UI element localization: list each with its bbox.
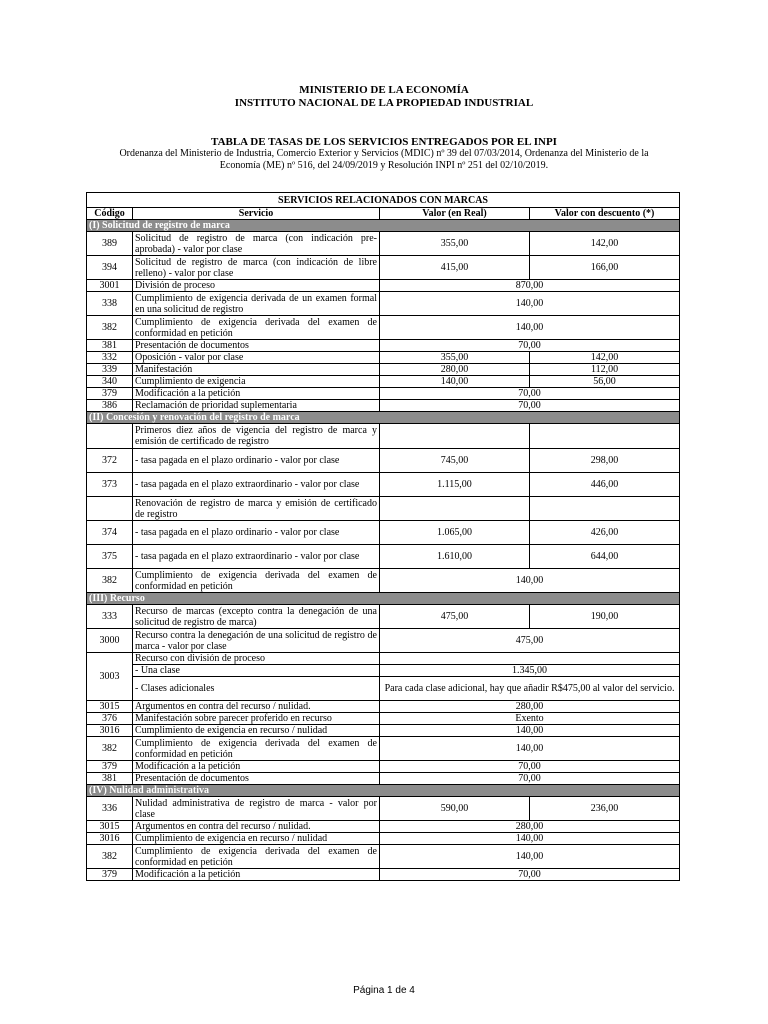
table-row — [87, 256, 680, 280]
service-cell: Cumplimiento de exigencia — [133, 376, 380, 388]
code-cell: 3015 — [87, 701, 133, 713]
value-cell: 1.065,00 — [380, 521, 530, 545]
discount-value-cell: 190,00 — [530, 605, 680, 629]
value-cell: 280,00 — [380, 364, 530, 376]
discount-value-cell: 236,00 — [530, 797, 680, 821]
discount-value-cell: 644,00 — [530, 545, 680, 569]
table-row — [87, 449, 680, 473]
merged-value-cell: 1.345,00 — [380, 665, 680, 677]
service-cell: Nulidad administrativa de registro de marca - valor por clase — [133, 797, 380, 821]
service-cell: Presentación de documentos — [133, 773, 380, 785]
code-cell: 381 — [87, 340, 133, 352]
discount-value-cell: 112,00 — [530, 364, 680, 376]
service-cell: Manifestación sobre parecer proferido en recurso — [133, 713, 380, 725]
value-cell — [380, 424, 530, 449]
table-row — [87, 797, 680, 821]
table-row — [87, 280, 680, 292]
value-cell: 355,00 — [380, 352, 530, 364]
discount-value-cell — [530, 424, 680, 449]
table-row — [87, 701, 680, 713]
service-cell: - tasa pagada en el plazo extraordinario - valor por clase — [133, 545, 380, 569]
service-cell: - tasa pagada en el plazo extraordinario - valor por clase — [133, 473, 380, 497]
service-cell: - Una clase — [133, 665, 380, 677]
table-row — [87, 713, 680, 725]
code-cell: 375 — [87, 545, 133, 569]
code-cell: 376 — [87, 713, 133, 725]
table-row — [87, 364, 680, 376]
service-cell: - tasa pagada en el plazo ordinario - valor por clase — [133, 521, 380, 545]
merged-value-cell: 70,00 — [380, 773, 680, 785]
service-cell: Recurso con división de proceso — [133, 653, 380, 665]
code-cell: 394 — [87, 256, 133, 280]
code-cell: 3016 — [87, 725, 133, 737]
service-cell: Recurso de marcas (excepto contra la denegación de una solicitud de registro de marca) — [133, 605, 380, 629]
table-row — [87, 605, 680, 629]
table-row — [87, 569, 680, 593]
document-title: TABLA DE TASAS DE LOS SERVICIOS ENTREGADOS POR EL INPI — [211, 136, 557, 148]
section-row — [87, 412, 680, 424]
value-cell: 415,00 — [380, 256, 530, 280]
merged-value-cell: 475,00 — [380, 629, 680, 653]
value-cell: 1.115,00 — [380, 473, 530, 497]
table-row — [87, 545, 680, 569]
service-cell: - tasa pagada en el plazo ordinario - valor por clase — [133, 449, 380, 473]
merged-value-cell: 140,00 — [380, 845, 680, 869]
section-row — [87, 593, 680, 605]
service-cell: Solicitud de registro de marca (con indicación pre-aprobada) - valor por clase — [133, 232, 380, 256]
table-row — [87, 497, 680, 521]
table-row — [87, 677, 680, 701]
document-header — [0, 84, 768, 110]
code-cell: 382 — [87, 316, 133, 340]
service-cell: Recurso contra la denegación de una solicitud de registro de marca - valor por clase — [133, 629, 380, 653]
section-label: (IV) Nulidad administrativa — [87, 785, 680, 797]
code-cell: 389 — [87, 232, 133, 256]
value-cell: 1.610,00 — [380, 545, 530, 569]
merged-value-cell: 280,00 — [380, 821, 680, 833]
merged-value-cell: 70,00 — [380, 400, 680, 412]
service-cell: Primeros diez años de vigencia del registro de marca y emisión de certificado de registro — [133, 424, 380, 449]
service-cell: Cumplimiento de exigencia en recurso / nulidad — [133, 833, 380, 845]
code-cell: 382 — [87, 845, 133, 869]
code-cell: 372 — [87, 449, 133, 473]
service-cell: Oposición - valor por clase — [133, 352, 380, 364]
service-cell: Manifestación — [133, 364, 380, 376]
merged-value-cell: 280,00 — [380, 701, 680, 713]
merged-value-cell: 140,00 — [380, 569, 680, 593]
section-label: (II) Concesión y renovación del registro de marca — [87, 412, 680, 424]
table-row — [87, 821, 680, 833]
merged-value-cell: 870,00 — [380, 280, 680, 292]
code-cell: 386 — [87, 400, 133, 412]
ministry-name: MINISTERIO DE LA ECONOMÍA — [299, 84, 469, 96]
code-cell: 373 — [87, 473, 133, 497]
table-row — [87, 737, 680, 761]
column-header-service: Servicio — [133, 208, 380, 220]
table-row — [87, 388, 680, 400]
table-title: SERVICIOS RELACIONADOS CON MARCAS — [87, 193, 680, 208]
code-cell: 374 — [87, 521, 133, 545]
merged-value-cell: 140,00 — [380, 292, 680, 316]
code-cell — [87, 497, 133, 521]
service-cell: Modificación a la petición — [133, 869, 380, 881]
table-row — [87, 473, 680, 497]
service-cell: Solicitud de registro de marca (con indicación de libre relleno) - valor por clase — [133, 256, 380, 280]
code-cell: 336 — [87, 797, 133, 821]
value-cell: 355,00 — [380, 232, 530, 256]
document-title-block — [0, 136, 768, 172]
code-cell: 3000 — [87, 629, 133, 653]
section-row — [87, 785, 680, 797]
column-header-value: Valor (en Real) — [380, 208, 530, 220]
table-row — [87, 424, 680, 449]
service-cell: Cumplimiento de exigencia en recurso / nulidad — [133, 725, 380, 737]
merged-value-cell: 140,00 — [380, 737, 680, 761]
code-cell: 332 — [87, 352, 133, 364]
discount-value-cell: 142,00 — [530, 232, 680, 256]
code-cell: 379 — [87, 388, 133, 400]
discount-value-cell: 56,00 — [530, 376, 680, 388]
table-row — [87, 773, 680, 785]
code-cell: 340 — [87, 376, 133, 388]
section-label: (I) Solicitud de registro de marca — [87, 220, 680, 232]
service-cell: Renovación de registro de marca y emisión de certificado de registro — [133, 497, 380, 521]
table-row — [87, 629, 680, 653]
fees-table — [86, 192, 680, 881]
value-cell — [380, 653, 680, 665]
document-subtitle: Ordenanza del Ministerio de Industria, Comercio Exterior y Servicios (MDIC) nº 39 del 07/03/2014, Ordenanza del Ministerio de la Economía (ME) nº 516, del 24/09/2019 y Resolución INPI nº 251 del 02/10/2019. — [119, 148, 649, 171]
merged-value-cell: 70,00 — [380, 388, 680, 400]
code-cell: 3001 — [87, 280, 133, 292]
merged-value-cell: 70,00 — [380, 340, 680, 352]
section-label: (III) Recurso — [87, 593, 680, 605]
institute-name: INSTITUTO NACIONAL DE LA PROPIEDAD INDUSTRIAL — [234, 97, 534, 109]
table-row — [87, 761, 680, 773]
service-cell: Argumentos en contra del recurso / nulidad. — [133, 701, 380, 713]
merged-value-cell: Para cada clase adicional, hay que añadir R$475,00 al valor del servicio. — [380, 677, 680, 701]
table-row — [87, 845, 680, 869]
code-cell: 382 — [87, 569, 133, 593]
merged-value-cell: Exento — [380, 713, 680, 725]
code-cell: 379 — [87, 761, 133, 773]
service-cell: - Clases adicionales — [133, 677, 380, 701]
merged-value-cell: 140,00 — [380, 833, 680, 845]
code-cell: 379 — [87, 869, 133, 881]
merged-value-cell: 140,00 — [380, 316, 680, 340]
merged-value-cell: 70,00 — [380, 761, 680, 773]
code-cell: 382 — [87, 737, 133, 761]
table-row — [87, 376, 680, 388]
table-row — [87, 292, 680, 316]
table-row — [87, 653, 680, 665]
value-cell — [380, 497, 530, 521]
discount-value-cell: 446,00 — [530, 473, 680, 497]
service-cell: Modificación a la petición — [133, 388, 380, 400]
code-cell — [87, 424, 133, 449]
discount-value-cell — [530, 497, 680, 521]
code-cell: 339 — [87, 364, 133, 376]
discount-value-cell: 426,00 — [530, 521, 680, 545]
service-cell: Cumplimiento de exigencia derivada del examen de conformidad en petición — [133, 845, 380, 869]
discount-value-cell: 166,00 — [530, 256, 680, 280]
service-cell: Reclamación de prioridad suplementaria — [133, 400, 380, 412]
code-cell: 338 — [87, 292, 133, 316]
table-row — [87, 869, 680, 881]
value-cell: 745,00 — [380, 449, 530, 473]
code-cell: 3003 — [87, 653, 133, 701]
code-cell: 3016 — [87, 833, 133, 845]
service-cell: Cumplimiento de exigencia derivada de un examen formal en una solicitud de registro — [133, 292, 380, 316]
code-cell: 333 — [87, 605, 133, 629]
service-cell: Cumplimiento de exigencia derivada del examen de conformidad en petición — [133, 737, 380, 761]
table-row — [87, 725, 680, 737]
value-cell: 590,00 — [380, 797, 530, 821]
service-cell: Argumentos en contra del recurso / nulidad. — [133, 821, 380, 833]
merged-value-cell: 70,00 — [380, 869, 680, 881]
table-row — [87, 833, 680, 845]
value-cell: 475,00 — [380, 605, 530, 629]
service-cell: Modificación a la petición — [133, 761, 380, 773]
discount-value-cell: 142,00 — [530, 352, 680, 364]
service-cell: Presentación de documentos — [133, 340, 380, 352]
table-row — [87, 232, 680, 256]
table-row — [87, 340, 680, 352]
discount-value-cell: 298,00 — [530, 449, 680, 473]
service-cell: Cumplimiento de exigencia derivada del examen de conformidad en petición — [133, 316, 380, 340]
table-body — [87, 220, 680, 881]
code-cell: 381 — [87, 773, 133, 785]
value-cell: 140,00 — [380, 376, 530, 388]
column-header-code: Código — [87, 208, 133, 220]
section-row — [87, 220, 680, 232]
service-cell: Cumplimiento de exigencia derivada del examen de conformidad en petición — [133, 569, 380, 593]
page-number: Página 1 de 4 — [353, 985, 415, 996]
table-row — [87, 400, 680, 412]
code-cell: 3015 — [87, 821, 133, 833]
merged-value-cell: 140,00 — [380, 725, 680, 737]
table-row — [87, 665, 680, 677]
table-row — [87, 316, 680, 340]
table-row — [87, 521, 680, 545]
service-cell: División de proceso — [133, 280, 380, 292]
column-header-discount: Valor con descuento (*) — [530, 208, 680, 220]
table-row — [87, 352, 680, 364]
